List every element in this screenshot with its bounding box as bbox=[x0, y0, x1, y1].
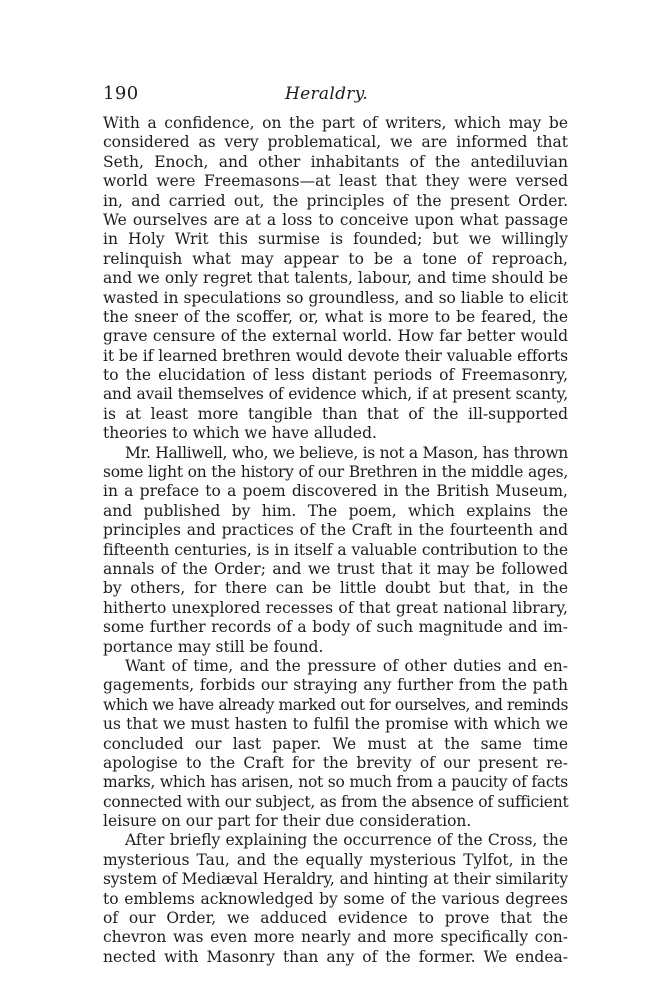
text-line: and published by him. The poem, which explains the bbox=[103, 501, 568, 520]
text-line: to emblems acknowledged by some of the various degrees bbox=[103, 889, 568, 908]
text-line: leisure on our part for their due consideration. bbox=[103, 812, 472, 831]
paragraph-2 bbox=[103, 444, 568, 657]
text-line: of our Order, we adduced evidence to prove that the bbox=[103, 909, 568, 928]
paragraph-1 bbox=[103, 114, 568, 444]
text-line: by others, for there can be little doubt but that, in the bbox=[103, 579, 568, 598]
text-line: fifteenth centuries, is in itself a valuable contribution to the bbox=[103, 540, 568, 559]
text-line: some further records of a body of such magnitude and im- bbox=[103, 618, 568, 637]
text-line: Seth, Enoch, and other inhabitants of the antediluvian bbox=[103, 152, 568, 171]
text-line: in a preface to a poem discovered in the British Museum, bbox=[103, 482, 568, 501]
text-line: and we only regret that talents, labour, and time should be bbox=[103, 269, 568, 288]
text-line: gagements, forbids our straying any further from the path bbox=[103, 676, 568, 695]
text-line: principles and practices of the Craft in the fourteenth and bbox=[103, 521, 568, 540]
text-line: the sneer of the scoffer, or, what is more to be feared, the bbox=[103, 307, 568, 326]
page-header bbox=[103, 84, 568, 108]
text-line: and avail themselves of evidence which, if at present scanty, bbox=[103, 385, 568, 404]
text-line: considered as very problematical, we are informed that bbox=[103, 133, 568, 152]
text-line: marks, which has arisen, not so much from a paucity of facts bbox=[103, 773, 568, 792]
text-line: Want of time, and the pressure of other duties and en- bbox=[125, 656, 568, 675]
text-line: chevron was even more nearly and more specifically con- bbox=[103, 928, 568, 947]
book-page bbox=[103, 84, 568, 967]
text-line: After briefly explaining the occurrence of the Cross, the bbox=[125, 831, 568, 850]
text-line: theories to which we have alluded. bbox=[103, 424, 377, 443]
text-line: annals of the Order; and we trust that it may be followed bbox=[103, 559, 568, 578]
text-line: wasted in speculations so groundless, and so liable to elicit bbox=[103, 288, 568, 307]
text-line: is at least more tangible than that of the ill-supported bbox=[103, 404, 568, 423]
text-line: portance may still be found. bbox=[103, 637, 324, 656]
text-line: With a confidence, on the part of writers, which may be bbox=[103, 114, 568, 132]
text-line: apologise to the Craft for the brevity of our present re- bbox=[103, 753, 568, 772]
text-line: in, and carried out, the principles of the present Order. bbox=[103, 191, 568, 210]
text-line: world were Freemasons—at least that they were versed bbox=[103, 172, 568, 191]
text-line: some light on the history of our Brethren in the middle ages, bbox=[103, 463, 568, 482]
text-line: grave censure of the external world. How far better would bbox=[103, 327, 568, 346]
paragraph-4 bbox=[103, 831, 568, 967]
text-line: us that we must hasten to fulfil the promise with which we bbox=[103, 715, 568, 734]
running-title: Heraldry. bbox=[285, 84, 369, 104]
paragraph-3 bbox=[103, 657, 568, 832]
text-line: relinquish what may appear to be a tone of reproach, bbox=[103, 249, 568, 268]
text-line: concluded our last paper. We must at the same time bbox=[103, 734, 568, 753]
text-line: system of Mediæval Heraldry, and hinting at their similarity bbox=[103, 870, 568, 889]
text-line: it be if learned brethren would devote their valuable efforts bbox=[103, 346, 568, 365]
page-number: 190 bbox=[103, 83, 139, 104]
text-line: hitherto unexplored recesses of that great national library, bbox=[103, 598, 568, 617]
text-line: to the elucidation of less distant periods of Freemasonry, bbox=[103, 366, 568, 385]
text-line: nected with Masonry than any of the former. We endea- bbox=[103, 947, 568, 966]
text-line: which we have already marked out for ourselves, and reminds bbox=[103, 695, 568, 714]
text-line: mysterious Tau, and the equally mysterious Tylfot, in the bbox=[103, 850, 568, 869]
text-line: We ourselves are at a loss to conceive upon what passage bbox=[103, 210, 568, 229]
text-line: in Holy Writ this surmise is founded; but we willingly bbox=[103, 230, 568, 249]
text-line: connected with our subject, as from the absence of sufficient bbox=[103, 792, 569, 811]
text-line: Mr. Halliwell, who, we believe, is not a Mason, has thrown bbox=[125, 443, 568, 462]
